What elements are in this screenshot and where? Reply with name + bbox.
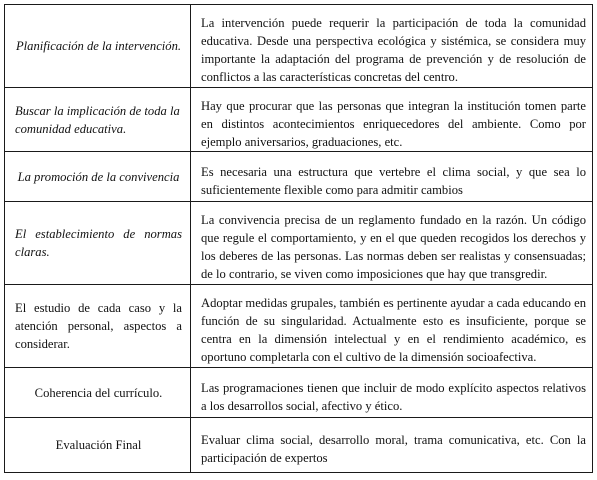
row-topic: El establecimiento de normas claras. [5, 202, 191, 285]
row-topic: El estudio de cada caso y la atención personal, aspectos a considerar. [5, 285, 191, 368]
table-row [5, 418, 593, 473]
row-description: La intervención puede requerir la participación de toda la comunidad educativa. Desde una perspectiva ecológica y sistémica, se considera muy importante la adaptación del programa de prevención y de resolución de conflictos a las características concretas del centro. [191, 5, 593, 88]
table-row [5, 202, 593, 285]
row-description: Hay que procurar que las personas que integran la institución tomen parte en distintos acontecimientos enriquecedores del ambiente. Como por ejemplo aniversarios, graduaciones, etc. [191, 88, 593, 152]
row-description: Adoptar medidas grupales, también es pertinente ayudar a cada educando en función de su singularidad. Actualmente esto es insuficiente, porque se centra en la dimensión intelectual y en el rendimiento académico, es oportuno completarla con el cultivo de la dimensión socioafectiva. [191, 285, 593, 368]
intervention-table [4, 4, 593, 473]
row-topic: Coherencia del currículo. [5, 368, 191, 418]
row-description: La convivencia precisa de un reglamento fundado en la razón. Un código que regule el comportamiento, y en el que queden recogidos los derechos y los deberes de las personas. Las normas deben ser realistas y consensuadas; de lo contrario, se viven como imposiciones que hay que transgredir. [191, 202, 593, 285]
row-topic: Buscar la implicación de toda la comunidad educativa. [5, 88, 191, 152]
row-topic: La promoción de la convivencia [5, 152, 191, 202]
table-row [5, 88, 593, 152]
table-row [5, 5, 593, 88]
row-description: Evaluar clima social, desarrollo moral, trama comunicativa, etc. Con la participación de expertos [191, 418, 593, 473]
table-row [5, 285, 593, 368]
row-description: Es necesaria una estructura que vertebre el clima social, y que sea lo suficientemente flexible como para admitir cambios [191, 152, 593, 202]
row-topic: Evaluación Final [5, 418, 191, 473]
table-row [5, 152, 593, 202]
row-topic: Planificación de la intervención. [5, 5, 191, 88]
table-row [5, 368, 593, 418]
row-description: Las programaciones tienen que incluir de modo explícito aspectos relativos a los desarrollos social, afectivo y ético. [191, 368, 593, 418]
